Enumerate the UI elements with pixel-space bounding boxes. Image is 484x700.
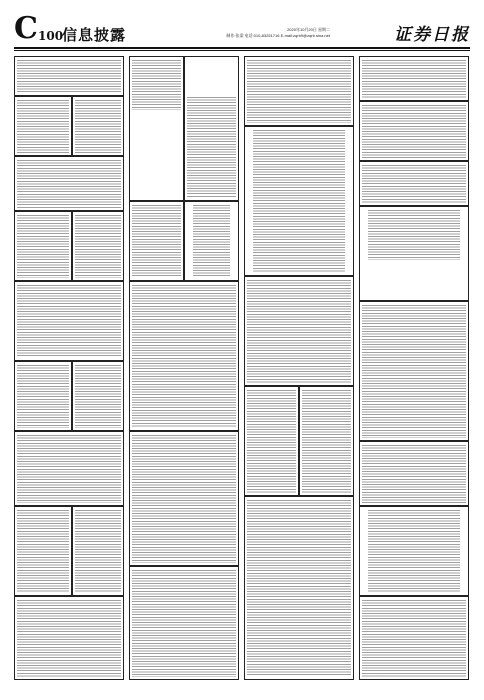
notice-block: [129, 566, 239, 680]
notice-block: [129, 56, 184, 201]
notice-text: [362, 105, 466, 158]
notice-block: [359, 161, 469, 206]
notice-text: [253, 130, 345, 273]
notice-block: [14, 56, 124, 96]
issue-contact: 制作:张梁 电话:010-83251716 E-mail:zqrb9@zqrb.sina.net: [226, 33, 330, 38]
notice-block: [14, 431, 124, 506]
notice-text: [362, 600, 466, 677]
notice-block: [72, 96, 124, 156]
notice-text: [17, 435, 121, 503]
notice-text: [362, 445, 466, 503]
column-1: [14, 56, 124, 680]
notice-text: [362, 305, 466, 438]
notice-block: [14, 156, 124, 211]
notice-block: [129, 201, 184, 281]
notice-block: [14, 596, 124, 680]
notice-block: [359, 441, 469, 506]
notice-block: [359, 596, 469, 680]
notice-block: [244, 276, 354, 386]
notice-block: [72, 361, 124, 431]
notice-text: [132, 570, 236, 677]
notice-block: [359, 301, 469, 441]
notice-block: [359, 56, 469, 101]
notice-text: [247, 390, 296, 493]
notice-text: [132, 205, 181, 278]
notice-text: [362, 165, 466, 203]
notice-block: [244, 496, 354, 680]
notice-text: [17, 510, 69, 593]
notice-text: [187, 97, 236, 198]
notice-text: [17, 160, 121, 208]
notice-text: [17, 600, 121, 677]
notice-block: [129, 281, 239, 431]
notice-block: [244, 56, 354, 126]
notice-block: [299, 386, 354, 496]
notice-text: [75, 510, 121, 593]
notice-text: [75, 215, 121, 278]
issue-date: 2020年10月20日 星期二: [287, 27, 330, 32]
notice-block: [359, 101, 469, 161]
notice-text: [17, 60, 121, 93]
notice-text: [132, 435, 236, 563]
notice-block: [184, 56, 239, 201]
masthead-rule: [14, 47, 470, 49]
notice-text: [17, 365, 69, 428]
notice-text: [247, 500, 351, 677]
notice-block: [14, 96, 72, 156]
notice-text: [132, 60, 181, 110]
notice-text: [17, 100, 69, 153]
notice-block: [72, 211, 124, 281]
notice-text: [368, 510, 460, 593]
column-2: [129, 56, 239, 680]
notice-text: [193, 205, 230, 278]
notice-text: [75, 100, 121, 153]
notice-block: [14, 281, 124, 361]
section-letter: C: [14, 11, 38, 46]
notice-block: [129, 431, 239, 566]
notice-text: [17, 285, 121, 358]
notice-text: [362, 60, 466, 98]
notice-block: [244, 126, 354, 276]
notice-block: [14, 506, 72, 596]
notice-text: [132, 285, 236, 428]
section-title: 信息披露: [62, 26, 127, 44]
page-number: 100: [38, 29, 64, 43]
notice-block: [72, 506, 124, 596]
disclosure-grid: [14, 56, 470, 680]
notice-block: [184, 201, 239, 281]
newspaper-logo: 证券日报: [394, 25, 470, 45]
issue-info: [226, 27, 330, 39]
notice-text: [75, 365, 121, 428]
notice-block: [14, 361, 72, 431]
notice-block: [14, 211, 72, 281]
notice-block: [359, 206, 469, 301]
column-3: [244, 56, 354, 680]
notice-text: [368, 210, 460, 260]
masthead-rule-thin: [14, 50, 470, 51]
notice-block: [244, 386, 299, 496]
masthead: [14, 11, 470, 46]
notice-text: [247, 280, 351, 383]
notice-block: [359, 506, 469, 596]
notice-text: [247, 60, 351, 123]
notice-text: [17, 215, 69, 278]
notice-text: [302, 390, 351, 493]
column-4: [359, 56, 469, 680]
